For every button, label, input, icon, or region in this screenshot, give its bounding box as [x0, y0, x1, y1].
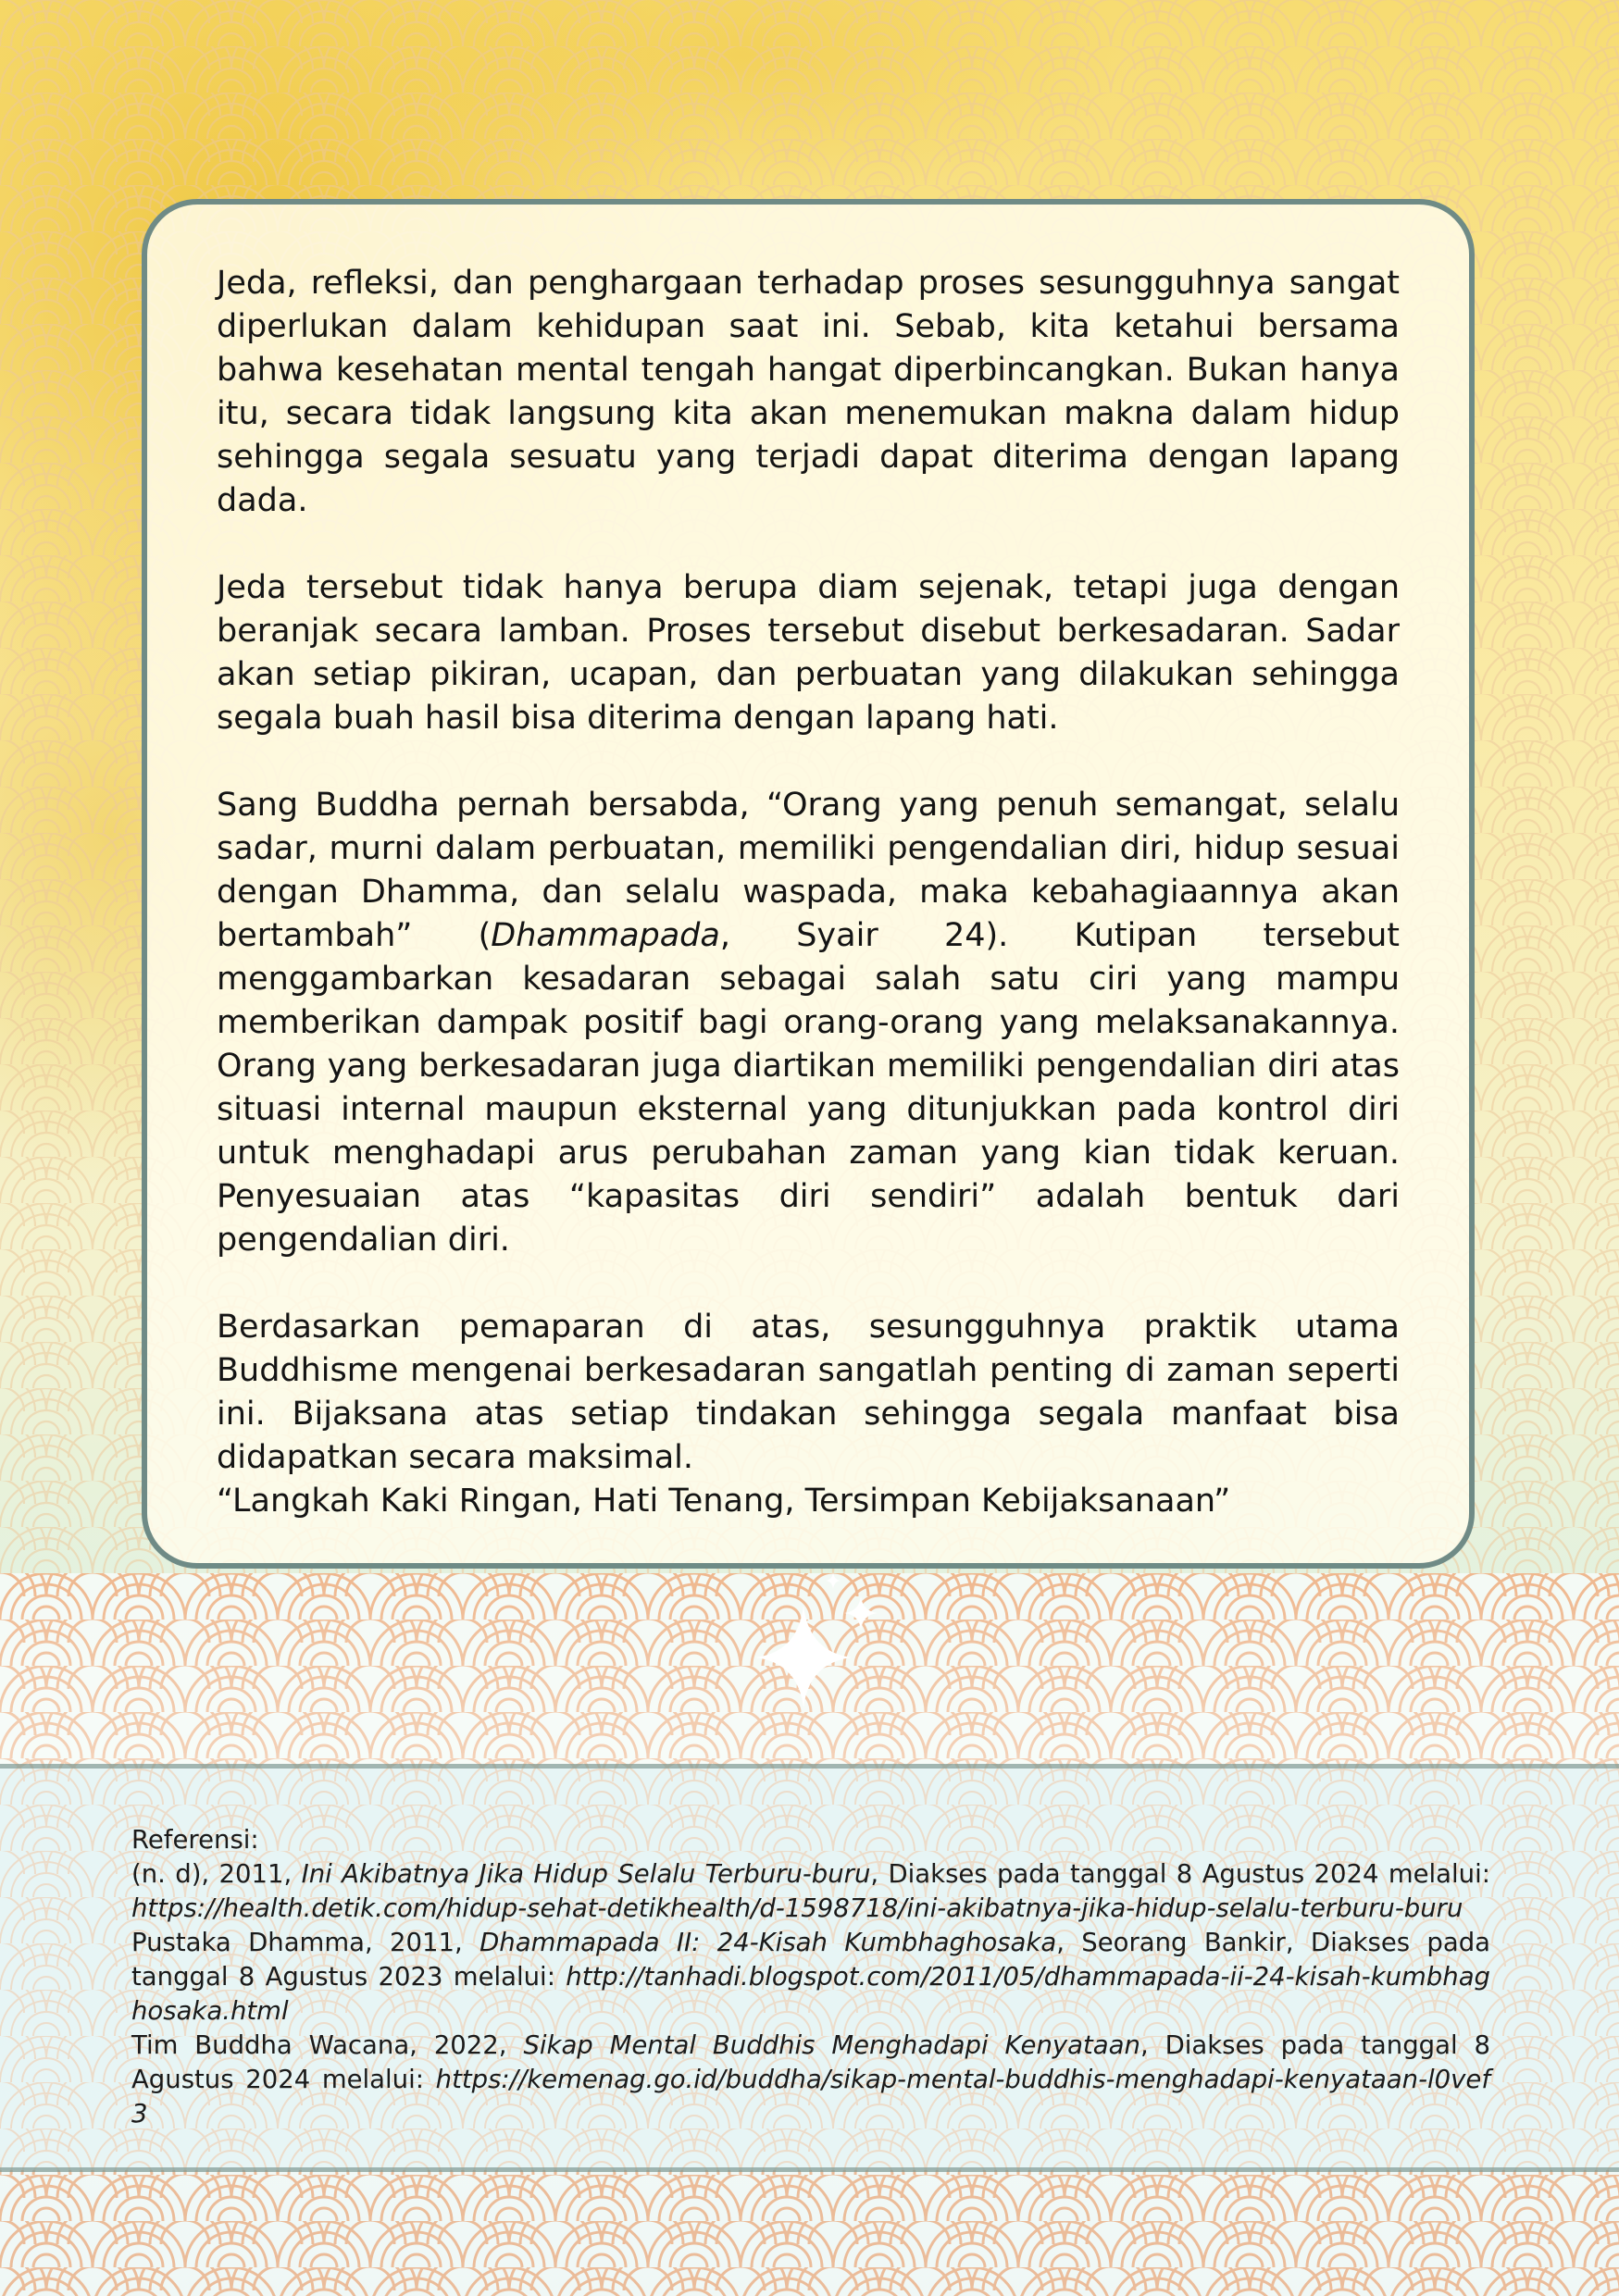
- reference-title: Sikap Mental Buddhis Menghadapi Kenyataan: [523, 2030, 1140, 2060]
- article-paragraph-3: [217, 784, 1400, 1262]
- reference-access-note: , Diakses pada tanggal 8 Agustus 2024 melalui:: [131, 2030, 1490, 2094]
- reference-author: (n. d), 2011,: [131, 1859, 302, 1889]
- reference-author: Pustaka Dhamma, 2011,: [131, 1928, 480, 1957]
- closing-quote: “Langkah Kaki Ringan, Hati Tenang, Tersimpan Kebijaksanaan”: [217, 1483, 1231, 1520]
- sparkle-icon: [731, 1569, 907, 1726]
- references-heading: Referensi:: [131, 1825, 259, 1855]
- reference-link[interactable]: https://kemenag.go.id/buddha/sikap-mental-buddhis-menghadapi-kenyataan-l0vef3: [131, 2065, 1490, 2128]
- reference-link[interactable]: https://health.detik.com/hidup-sehat-detikhealth/d-1598718/ini-akibatnya-jika-hidup-selalu-terburu-buru: [131, 1893, 1463, 1923]
- reference-item: [131, 1857, 1490, 1926]
- reference-item: [131, 2029, 1490, 2131]
- article-paragraph-1: Jeda, refleksi, dan penghargaan terhadap proses sesungguhnya sangat diperlukan dalam kehidupan saat ini. Sebab, kita ketahui bersama bahwa kesehatan mental tengah hangat diperbincangkan. Bukan hanya itu, secara tidak langsung kita akan menemukan makna dalam hidup sehingga segala sesuatu yang terjadi dapat diterima dengan lapang dada.: [217, 265, 1400, 519]
- book-title: Dhammapada: [491, 917, 720, 954]
- references-section: [131, 1823, 1490, 2131]
- article-paragraph-2: Jeda tersebut tidak hanya berupa diam sejenak, tetapi juga dengan beranjak secara lamban. Proses tersebut disebut berkesadaran. Sadar akan setiap pikiran, ucapan, dan perbuatan yang dilakukan sehingga segala buah hasil bisa diterima dengan lapang hati.: [217, 569, 1400, 737]
- reference-author: Tim Buddha Wacana, 2022,: [131, 2030, 524, 2060]
- article-paragraph-4: Berdasarkan pemaparan di atas, sesungguhnya praktik utama Buddhisme mengenai berkesadaran sangatlah penting di zaman seperti ini. Bijaksana atas setiap tindakan sehingga segala manfaat bisa didapatkan secara maksimal.: [217, 1309, 1400, 1476]
- reference-access-note: , Diakses pada tanggal 8 Agustus 2024 melalui:: [870, 1859, 1491, 1889]
- reference-title: Dhammapada II: 24-Kisah Kumbhaghosaka: [479, 1928, 1057, 1957]
- reference-title: Ini Akibatnya Jika Hidup Selalu Terburu-buru: [301, 1859, 871, 1889]
- reference-item: [131, 1926, 1490, 2029]
- quote-text: Sang Buddha pernah bersabda, “Orang yang penuh semangat, selalu sadar, murni dalam perbuatan, memiliki pengendalian diri, hidup sesuai dengan Dhamma, dan selalu waspada, maka kebahagiaannya akan bertambah” (: [217, 787, 1400, 954]
- reference-link[interactable]: http://tanhadi.blogspot.com/2011/05/dhammapada-ii-24-kisah-kumbhaghosaka.html: [131, 1962, 1490, 2026]
- article-card: [142, 199, 1475, 1569]
- reference-access-note: , Seorang Bankir, Diakses pada tanggal 8 Agustus 2023 melalui:: [131, 1928, 1490, 1992]
- quote-explanation: , Syair 24). Kutipan tersebut menggambarkan kesadaran sebagai salah satu ciri yang mampu memberikan dampak positif bagi orang-orang yang melaksanakannya. Orang yang berkesadaran juga diartikan memiliki pengendalian diri atas situasi internal maupun eksternal yang ditunjukkan pada kontrol diri untuk menghadapi arus perubahan zaman yang kian tidak keruan. Penyesuaian atas “kapasitas diri sendiri” adalah bentuk dari pengendalian diri.: [217, 917, 1400, 1259]
